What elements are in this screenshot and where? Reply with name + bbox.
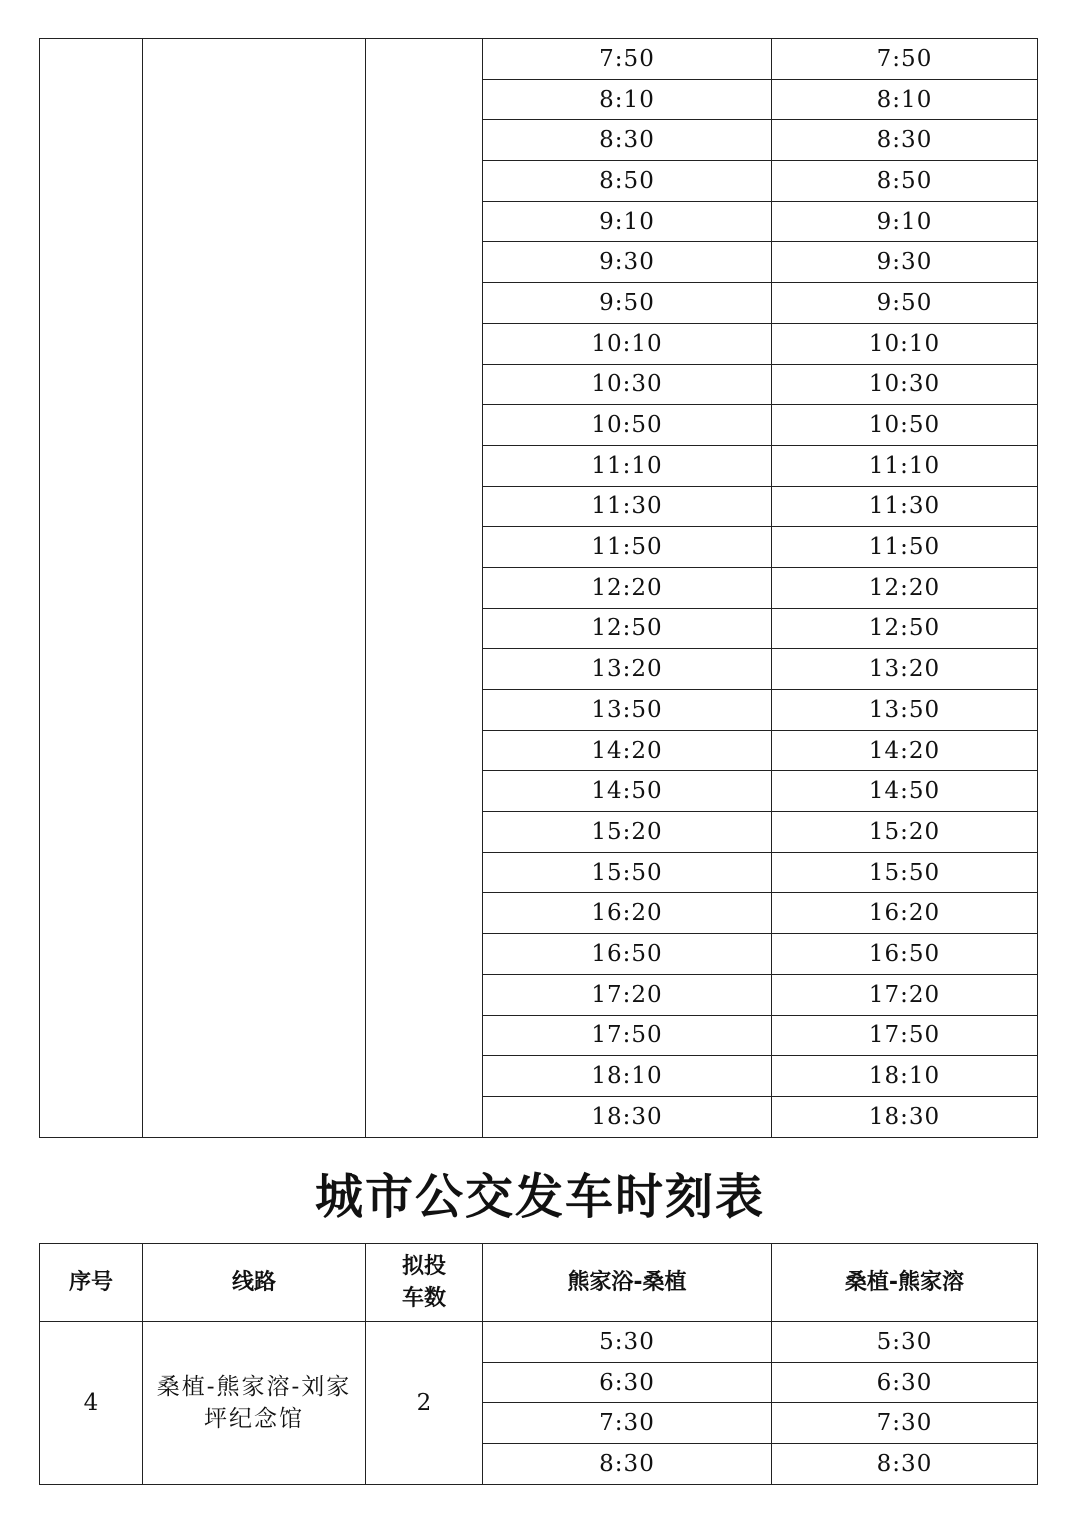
timetable-body	[40, 1322, 1038, 1485]
departure-time-a: 14:20	[483, 730, 772, 771]
departure-time-b: 9:30	[772, 242, 1038, 283]
departure-time-a: 16:50	[483, 934, 772, 975]
departure-time-b: 11:30	[772, 486, 1038, 527]
departure-time-b: 15:20	[772, 812, 1038, 853]
departure-time-a: 8:10	[483, 79, 772, 120]
departure-time-a: 10:10	[483, 323, 772, 364]
timetable-continued-body	[40, 39, 1038, 1138]
departure-time-a: 17:20	[483, 974, 772, 1015]
timetable	[39, 1243, 1038, 1485]
timetable-continued	[39, 38, 1038, 1138]
departure-time-b: 18:30	[772, 1096, 1038, 1137]
departure-time-a: 18:10	[483, 1056, 772, 1097]
departure-time-b: 8:30	[772, 1444, 1038, 1485]
departure-time-a: 10:50	[483, 405, 772, 446]
departure-time-b: 8:10	[772, 79, 1038, 120]
seq-cell	[40, 39, 143, 1138]
departure-time-a: 17:50	[483, 1015, 772, 1056]
departure-time-b: 7:50	[772, 39, 1038, 80]
departure-time-b: 5:30	[772, 1322, 1038, 1363]
departure-time-b: 13:20	[772, 649, 1038, 690]
departure-time-b: 17:20	[772, 974, 1038, 1015]
buses-cell	[366, 39, 483, 1138]
departure-time-b: 12:50	[772, 608, 1038, 649]
table-row	[40, 39, 1038, 80]
departure-time-a: 5:30	[483, 1322, 772, 1363]
departure-time-b: 14:50	[772, 771, 1038, 812]
header-buses-label: 拟投车数	[401, 1253, 446, 1311]
header-direction-a: 熊家浴-桑植	[483, 1244, 772, 1322]
buses-cell: 2	[366, 1322, 483, 1485]
departure-time-a: 9:30	[483, 242, 772, 283]
route-cell	[143, 1322, 366, 1485]
departure-time-b: 12:20	[772, 567, 1038, 608]
departure-time-b: 16:50	[772, 934, 1038, 975]
departure-time-a: 13:50	[483, 690, 772, 731]
departure-time-b: 16:20	[772, 893, 1038, 934]
departure-time-b: 11:50	[772, 527, 1038, 568]
departure-time-a: 13:20	[483, 649, 772, 690]
departure-time-a: 11:30	[483, 486, 772, 527]
departure-time-b: 13:50	[772, 690, 1038, 731]
departure-time-a: 15:50	[483, 852, 772, 893]
table-row	[40, 1322, 1038, 1363]
departure-time-a: 8:30	[483, 120, 772, 161]
departure-time-a: 8:30	[483, 1444, 772, 1485]
seq-cell: 4	[40, 1322, 143, 1485]
header-row	[40, 1244, 1038, 1322]
departure-time-b: 14:20	[772, 730, 1038, 771]
departure-time-a: 10:30	[483, 364, 772, 405]
departure-time-b: 10:30	[772, 364, 1038, 405]
header-seq: 序号	[40, 1244, 143, 1322]
departure-time-a: 8:50	[483, 161, 772, 202]
departure-time-a: 7:30	[483, 1403, 772, 1444]
page-title: 城市公交发车时刻表	[314, 1169, 765, 1225]
departure-time-b: 10:50	[772, 405, 1038, 446]
departure-time-a: 16:20	[483, 893, 772, 934]
departure-time-b: 7:30	[772, 1403, 1038, 1444]
departure-time-b: 15:50	[772, 852, 1038, 893]
header-direction-b: 桑植-熊家溶	[772, 1244, 1038, 1322]
departure-time-a: 9:10	[483, 201, 772, 242]
departure-time-a: 11:10	[483, 445, 772, 486]
departure-time-b: 9:10	[772, 201, 1038, 242]
departure-time-a: 15:20	[483, 812, 772, 853]
departure-time-a: 9:50	[483, 283, 772, 324]
departure-time-b: 8:50	[772, 161, 1038, 202]
departure-time-b: 11:10	[772, 445, 1038, 486]
header-route: 线路	[143, 1244, 366, 1322]
departure-time-a: 14:50	[483, 771, 772, 812]
departure-time-b: 18:10	[772, 1056, 1038, 1097]
departure-time-a: 12:20	[483, 567, 772, 608]
route-cell	[143, 39, 366, 1138]
departure-time-a: 11:50	[483, 527, 772, 568]
departure-time-a: 6:30	[483, 1362, 772, 1403]
departure-time-b: 10:10	[772, 323, 1038, 364]
departure-time-a: 18:30	[483, 1096, 772, 1137]
departure-time-b: 9:50	[772, 283, 1038, 324]
departure-time-a: 12:50	[483, 608, 772, 649]
route-name: 桑植-熊家溶-刘家坪纪念馆	[156, 1373, 352, 1432]
header-buses	[366, 1244, 483, 1322]
departure-time-a: 7:50	[483, 39, 772, 80]
departure-time-b: 8:30	[772, 120, 1038, 161]
departure-time-b: 6:30	[772, 1362, 1038, 1403]
departure-time-b: 17:50	[772, 1015, 1038, 1056]
